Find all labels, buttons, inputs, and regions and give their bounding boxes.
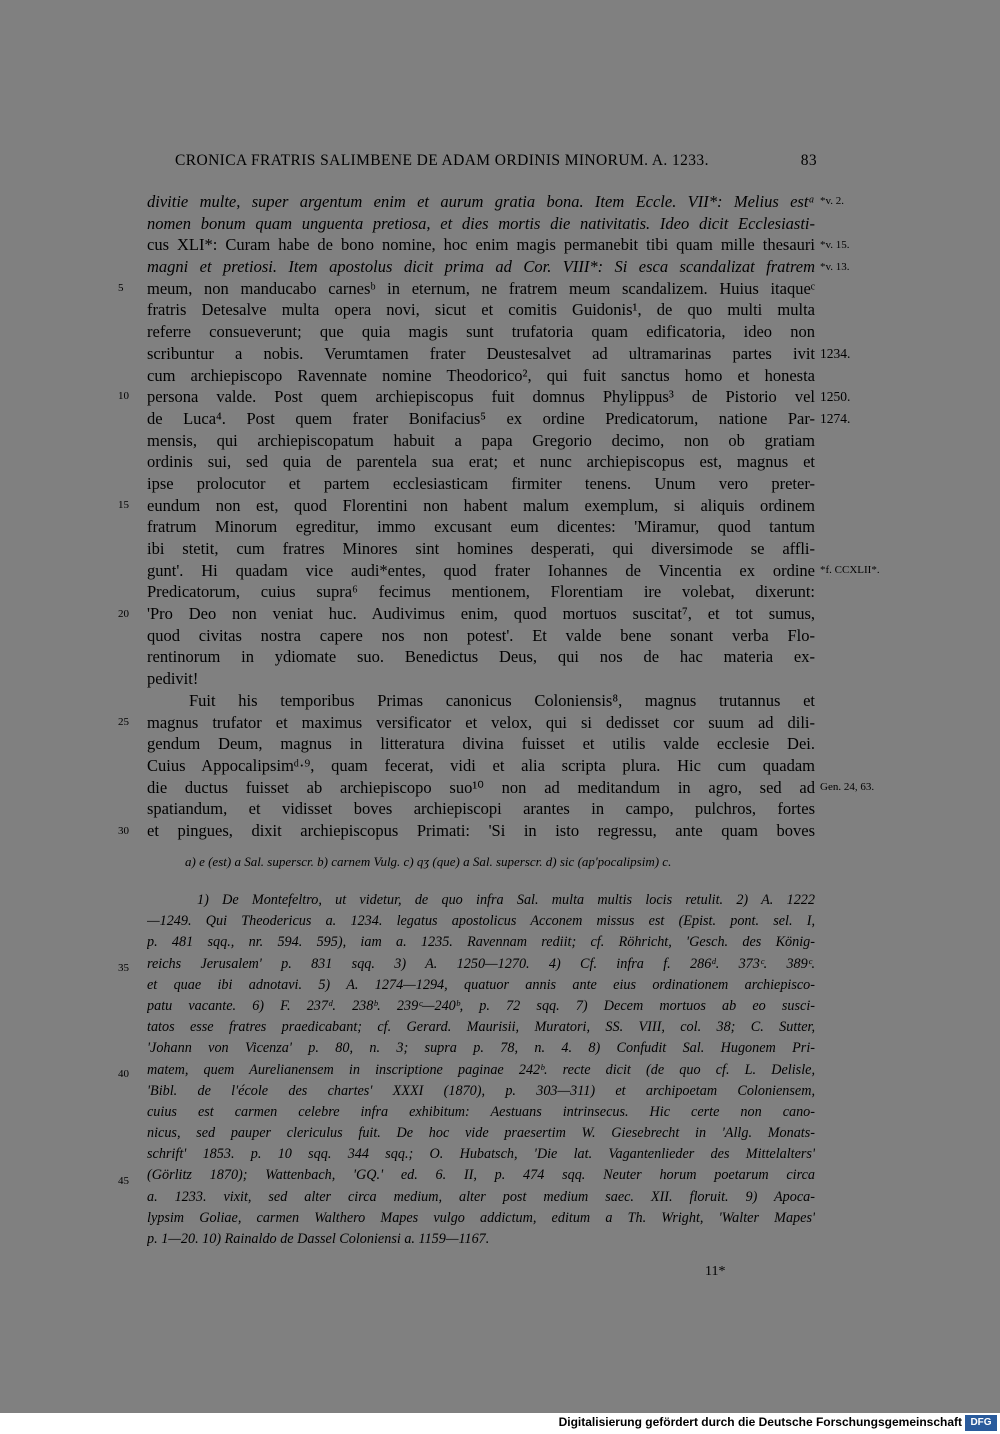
footnote-line: p. 1—20. 10) Rainaldo de Dassel Coloniensi a. 1159—1167. [147, 1231, 490, 1247]
text-line: gendum Deum, magnus in litteratura divina fuisset et utilis valde ecclesie Dei. [147, 734, 815, 754]
text-line: eundum non est, quod Florentini non habent malum exemplum, si aliquis ordinem [147, 495, 815, 515]
critical-apparatus: a) e (est) a Sal. superscr. b) carnem Vulg. c) qʒ (que) a Sal. superscr. d) sic (ap'pocalipsim) c. [185, 854, 672, 869]
text-line: Cuius Appocalipsimᵈ·⁹, quam fecerat, vidi et alia scripta plura. Hic cum quadam [147, 755, 815, 775]
text-line: magni et pretiosi. Item apostolus dicit prima ad Cor. VIII*: Si esca scandalizat fratrem [147, 257, 815, 277]
line-number: 45 [118, 1175, 129, 1187]
footnote-line: matem, quem Aurelianensem in inscriptione paginae 242ᵇ. recte dicit (de quo cf. L. Delisle, [147, 1061, 815, 1078]
text-line: meum, non manducabo carnesᵇ in eternum, ne fratrem meum scandalizem. Huius itaqueᶜ [147, 278, 815, 298]
text-line: cum archiepiscopo Ravennate nomine Theodorico², qui fuit sanctus homo et honesta [147, 365, 815, 385]
line-number: 15 [118, 499, 129, 511]
text-line: persona valde. Post quem archiepiscopus fuit domnus Phylippus³ de Pistorio vel [147, 387, 815, 407]
footnote-line: et quae ibi adnotavi. 5) A. 1274—1294, quatuor annis ante eius ordinationem archiepisco- [147, 976, 815, 993]
main-text [147, 191, 815, 842]
footnote-line: p. 481 sqq., nr. 594. 595), iam a. 1235. Ravennam rediit; cf. Röhricht, 'Gesch. des König- [147, 934, 815, 951]
margin-note: *v. 13. [820, 261, 850, 273]
footnote-line: nicus, sed pauper clericulus fuit. De hoc vide praesertim W. Giesebrecht in 'Allg. Monats- [147, 1125, 815, 1142]
footnote-line: patu vacante. 6) F. 237ᵈ. 238ᵇ. 239ᶜ—240ᵇ, p. 72 sqq. 7) Decem mortuos ab eo susci- [147, 997, 815, 1014]
running-title: CRONICA FRATRIS SALIMBENE DE ADAM ORDINIS MINORUM. A. 1233. [175, 152, 709, 169]
text-line: nomen bonum quam unguenta pretiosa, et dies mortis die nativitatis. Ideo dicit Ecclesiasti- [147, 213, 815, 233]
text-line: pedivit! [147, 669, 199, 689]
text-line: magnus trufator et maximus versificator et velox, qui si dedisset cor suum ad dili- [147, 712, 815, 732]
footnote-line: (Görlitz 1870); Wattenbach, 'GQ.' ed. 6. II, p. 474 sqq. Neuter horum poetarum circa [147, 1167, 815, 1184]
footnotes [147, 890, 815, 1250]
text-line: die ductus fuisset ab archiepiscopo suo¹⁰ non ad meditandum in agro, sed ad [147, 777, 815, 797]
text-line: ibi stetit, cum fratres Minores sint homines desperati, qui diversimode se affli- [147, 539, 815, 558]
text-line: gunt'. Hi quadam vice audi*entes, quod frater Iohannes de Vincentia ex ordine [147, 560, 815, 580]
text-line: referre consueverunt; que quia magis sunt trufatoria quam edificatoria, ideo non [147, 322, 815, 342]
margin-note: *v. 2. [820, 195, 845, 207]
footnote-line: 'Johann von Vicenza' p. 80, n. 3; supra p. 78, n. 4. 8) Confudit Sal. Hugonem Pri- [147, 1040, 815, 1057]
footnote-line: lypsim Goliae, carmen Walthero Mapes vulgo addictum, editum a Th. Wright, 'Walter Mapes' [147, 1209, 815, 1226]
margin-year: 1234. [820, 346, 851, 361]
margin-note: *f. CCXLII*. [820, 564, 880, 576]
text-line: et pingues, dixit archiepiscopus Primati: 'Si in isto regressu, ante quam boves [147, 820, 815, 840]
text-line: cus XLI*: Curam habe de bono nomine, hoc enim magis permanebit tibi quam mille thesauri [147, 235, 815, 255]
text-line: spatiandum, et vidisset boves archiepiscopi arantes in campo, pulchros, fortes [147, 799, 815, 819]
line-number: 20 [118, 608, 129, 620]
text-line: mensis, qui archiepiscopatum habuit a papa Gregorio decimo, non ob gratiam [147, 430, 815, 450]
line-number: 40 [118, 1068, 129, 1080]
text-line: 'Pro Deo non veniat huc. Audivimus enim, quod mortuos suscitat⁷, et tot sumus, [147, 604, 815, 624]
running-header [175, 152, 817, 170]
text-line: quod civitas nostra capere nos non potest'. Et valde bene sonant verba Flo- [147, 625, 815, 645]
dfg-logo[interactable]: DFG [965, 1415, 997, 1431]
text-line: rentinorum in ydiomate suo. Benedictus Deus, qui nos de hac materia ex- [147, 647, 815, 667]
footnote-line: schrift' 1853. p. 10 sqq. 344 sqq.; O. Hubatsch, 'Die lat. Vagantenlieder des Mittelalters' [147, 1146, 815, 1163]
footnote-line: 'Bibl. de l'école des chartes' XXXI (1870), p. 303—311) et archipoetam Coloniensem, [147, 1082, 815, 1099]
text-line: scribuntur a nobis. Verumtamen frater Deustesalvet ad ultramarinas partes ivit [147, 343, 815, 363]
line-number: 25 [118, 716, 129, 728]
page-number: 83 [800, 152, 817, 169]
text-line: fratris Detesalve multa opera novi, sicut et comitis Guidonis¹, de quo multi multa [147, 300, 815, 320]
line-number: 10 [118, 390, 129, 402]
line-number: 35 [118, 962, 129, 974]
footnote-line: —1249. Qui Theodericus a. 1234. legatus apostolicus Acconem missus est (Epist. pont. sel. I, [147, 913, 815, 930]
line-number: 5 [118, 282, 124, 294]
footnote-line: tatos esse fratres praedicabant; cf. Gerard. Maurisii, Muratori, SS. VIII, col. 38; C. Sutter, [147, 1019, 815, 1036]
text-line: ipse prolocutor et partem ecclesiasticam firmiter tenens. Unum vero preter- [147, 473, 815, 493]
margin-note: *v. 15. [820, 239, 850, 251]
text-line: de Luca⁴. Post quem frater Bonifacius⁵ ex ordine Predicatorum, natione Par- [147, 408, 815, 428]
footer-bar [0, 1413, 1000, 1434]
text-line: divitie multe, super argentum enim et aurum gratia bona. Item Eccle. VII*: Melius estᵃ [147, 192, 815, 211]
text-line: fratrum Minorum egreditur, immo excusant eum dicentes: 'Miramur, quod tantum [147, 517, 815, 537]
signature-mark: 11* [705, 1264, 726, 1279]
footnote-line: 1) De Montefeltro, ut videtur, de quo infra Sal. multa multis locis retulit. 2) A. 1222 [197, 892, 815, 908]
margin-year: 1274. [820, 411, 851, 426]
footnote-line: cuius est carmen celebre infra exhibitum: Aestuans intrinsecus. Hic certe non cano- [147, 1103, 815, 1120]
line-number: 30 [118, 825, 129, 837]
funding-notice: Digitalisierung gefördert durch die Deutsche Forschungsgemeinschaft [558, 1415, 962, 1429]
text-line: Fuit his temporibus Primas canonicus Coloniensis⁸, magnus trutannus et [189, 690, 815, 710]
text-line: ordinis sui, sed quia de parentela sua erat; et nunc archiepiscopus est, magnus et [147, 452, 815, 472]
footnote-line: a. 1233. vixit, sed alter circa medium, alter post medium saec. XII. floruit. 9) Apoca- [147, 1188, 815, 1205]
text-line: Predicatorum, cuius supra⁶ fecimus mentionem, Florentiam ire volebat, dixerunt: [147, 582, 815, 602]
margin-note: Gen. 24, 63. [820, 781, 875, 793]
margin-year: 1250. [820, 389, 851, 404]
footnote-line: reichs Jerusalem' p. 831 sqq. 3) A. 1250—1270. 4) Cf. infra f. 286ᵈ. 373ᶜ. 389ᶜ. [147, 955, 815, 972]
